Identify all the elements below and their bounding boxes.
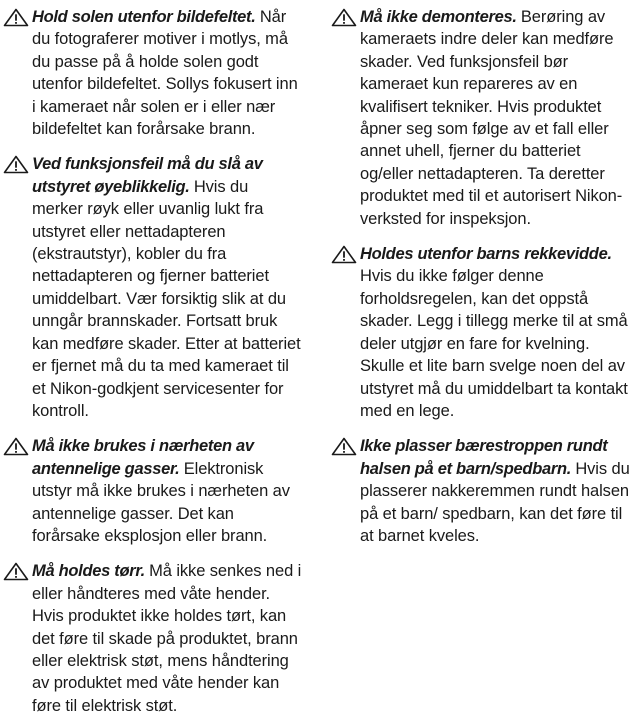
warning-triangle-icon xyxy=(331,437,357,456)
warning-title: Ved funksjonsfeil må du slå av utstyret øyeblikkelig. xyxy=(32,155,263,196)
warning-triangle-icon xyxy=(3,155,29,174)
warning-title: Må ikke brukes i nærheten av antennelige gasser. xyxy=(32,437,254,478)
warning-triangle-icon xyxy=(331,8,357,27)
warning-title: Hold solen utenfor bildefeltet. xyxy=(32,8,260,26)
warning-strap xyxy=(330,435,636,547)
warning-triangle-icon xyxy=(3,437,29,456)
warning-body: Berøring av kameraets indre deler kan medføre skader. Ved funksjonsfeil bør kameraet kun repareres av en kvalifisert tekniker. Hvis produktet åpner seg som følge av et fall eller annet uhell, fjerner du batteriet og/eller nettadapteren. Ta deretter produktet med til et autorisert Nikon-verksted for inspeksjon. xyxy=(360,8,623,228)
warning-keep-dry xyxy=(2,560,302,717)
warning-body: Hvis du ikke følger denne forholdsregelen, kan det oppstå skader. Legg i tillegg merke til at små deler utgjør en fare for kvelning. Skulle et lite barn svelge noen del av utstyret må du umiddelbart ta kontakt med en lege. xyxy=(360,267,628,420)
warning-body: Hvis du merker røyk eller uvanlig lukt fra utstyret eller nettadapteren (ekstrautstyr), kobler du fra nettadapteren og fjerner batteriet umiddelbart. Vær forsiktig slik at du unngår brannskader. Fortsatt bruk kan medføre skader. Etter at batteriet er fjernet må du ta med kameraet til et Nikon-godkjent servicesenter for kontroll. xyxy=(32,177,301,420)
warning-triangle-icon xyxy=(3,8,29,27)
warning-body: Elektronisk utstyr må ikke brukes i nærheten av antennelige gasser. Det kan forårsake eksplosjon eller brann. xyxy=(32,459,290,545)
warning-flammable-gas xyxy=(2,435,302,547)
warning-title: Må holdes tørr. xyxy=(32,562,150,581)
warning-title: Holdes utenfor barns rekkevidde. xyxy=(360,245,612,264)
warning-body: Når du fotograferer motiver i motlys, må du passe på å holde solen godt utenfor bildefeltet. Sollys fokusert inn i kameraet når solen er i eller nær bildefeltet kan forårsake brann. xyxy=(32,8,298,139)
warning-body: Må ikke senkes ned i eller håndteres med våte hender. Hvis produktet ikke holdes tørt, kan det føre til skade på produktet, brann eller elektrisk støt, mens håndtering av produktet med våte hender kan føre til elektrisk støt. xyxy=(32,562,302,715)
warning-title: Må ikke demonteres. xyxy=(360,8,521,26)
warning-title: Ikke plasser bærestroppen rundt halsen på et barn/spedbarn. xyxy=(360,437,608,478)
warning-body: Hvis du plasserer nakkeremmen rundt halsen på et barn/ spedbarn, kan det føre til at barnet kveles. xyxy=(360,459,630,545)
warning-malfunction xyxy=(2,153,302,422)
warning-sun xyxy=(2,6,302,140)
warning-disassemble xyxy=(330,6,636,230)
warning-triangle-icon xyxy=(331,245,357,264)
right-column xyxy=(330,6,636,657)
warning-triangle-icon xyxy=(3,562,29,581)
warning-children xyxy=(330,243,636,422)
left-column xyxy=(2,6,302,715)
